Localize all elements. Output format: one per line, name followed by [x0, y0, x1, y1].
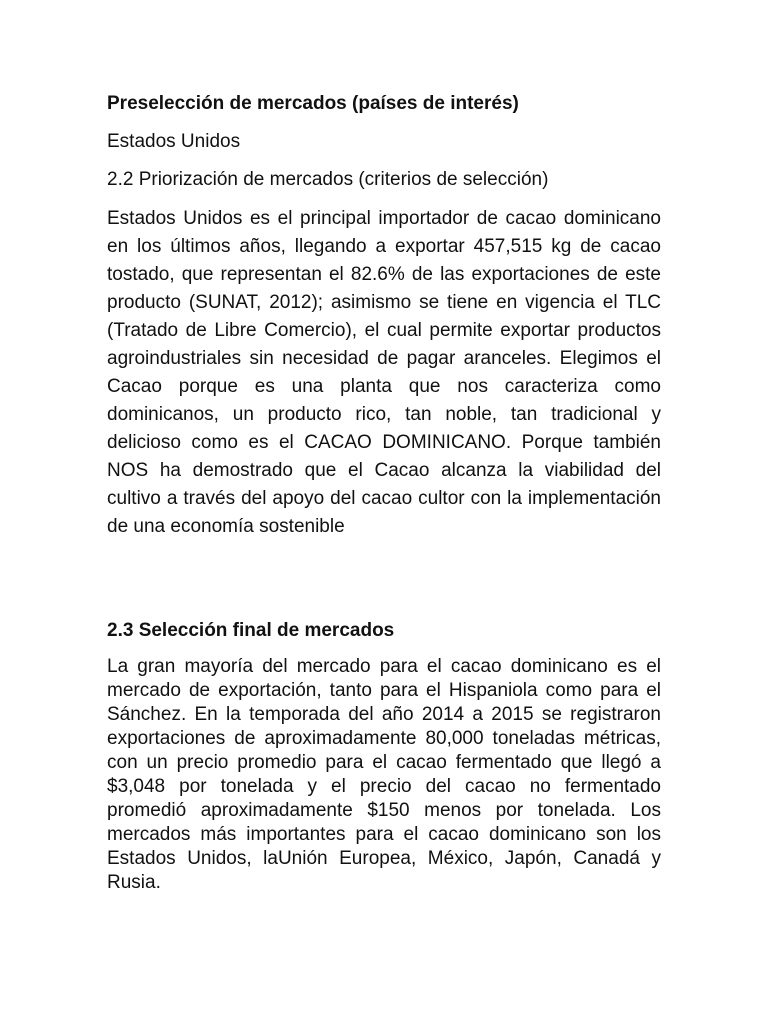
section-2-2-paragraph: Estados Unidos es el principal importador de cacao dominicano en los últimos años, llegando a exportar 457,515 kg de cacao tostado, que representan el 82.6% de las exportaciones de este producto (SUNAT, 2012); asimismo se tiene en vigencia el TLC (Tratado de Libre Comercio), el cual permite exportar productos agroindustriales sin necesidad de pagar aranceles. Elegimos el Cacao porque es una planta que nos caracteriza como dominicanos, un producto rico, tan noble, tan tradicional y delicioso como es el CACAO DOMINICANO. Porque también NOS ha demostrado que el Cacao alcanza la viabilidad del cultivo a través del apoyo del cacao cultor con la implementación de una economía sostenible	[107, 208, 661, 537]
section-2-2-title: 2.2 Priorización de mercados (criterios de selección)	[107, 169, 549, 190]
country-label: Estados Unidos	[107, 131, 241, 152]
document-page	[107, 0, 661, 1024]
heading-preselection: Preselección de mercados (países de interés)	[107, 93, 519, 114]
section-2-3-title: 2.3 Selección final de mercados	[107, 620, 395, 641]
section-2-3-paragraph: La gran mayoría del mercado para el cacao dominicano es el mercado de exportación, tanto para el Hispaniola como para el Sánchez. En la temporada del año 2014 a 2015 se registraron exportaciones de aproximadamente 80,000 toneladas métricas, con un precio promedio para el cacao fermentado que llegó a $3,048 por tonelada y el precio del cacao no fermentado promedió aproximadamente $150 menos por tonelada. Los mercados más importantes para el cacao dominicano son los Estados Unidos, laUnión Europea, México, Japón, Canadá y Rusia.	[107, 656, 661, 893]
